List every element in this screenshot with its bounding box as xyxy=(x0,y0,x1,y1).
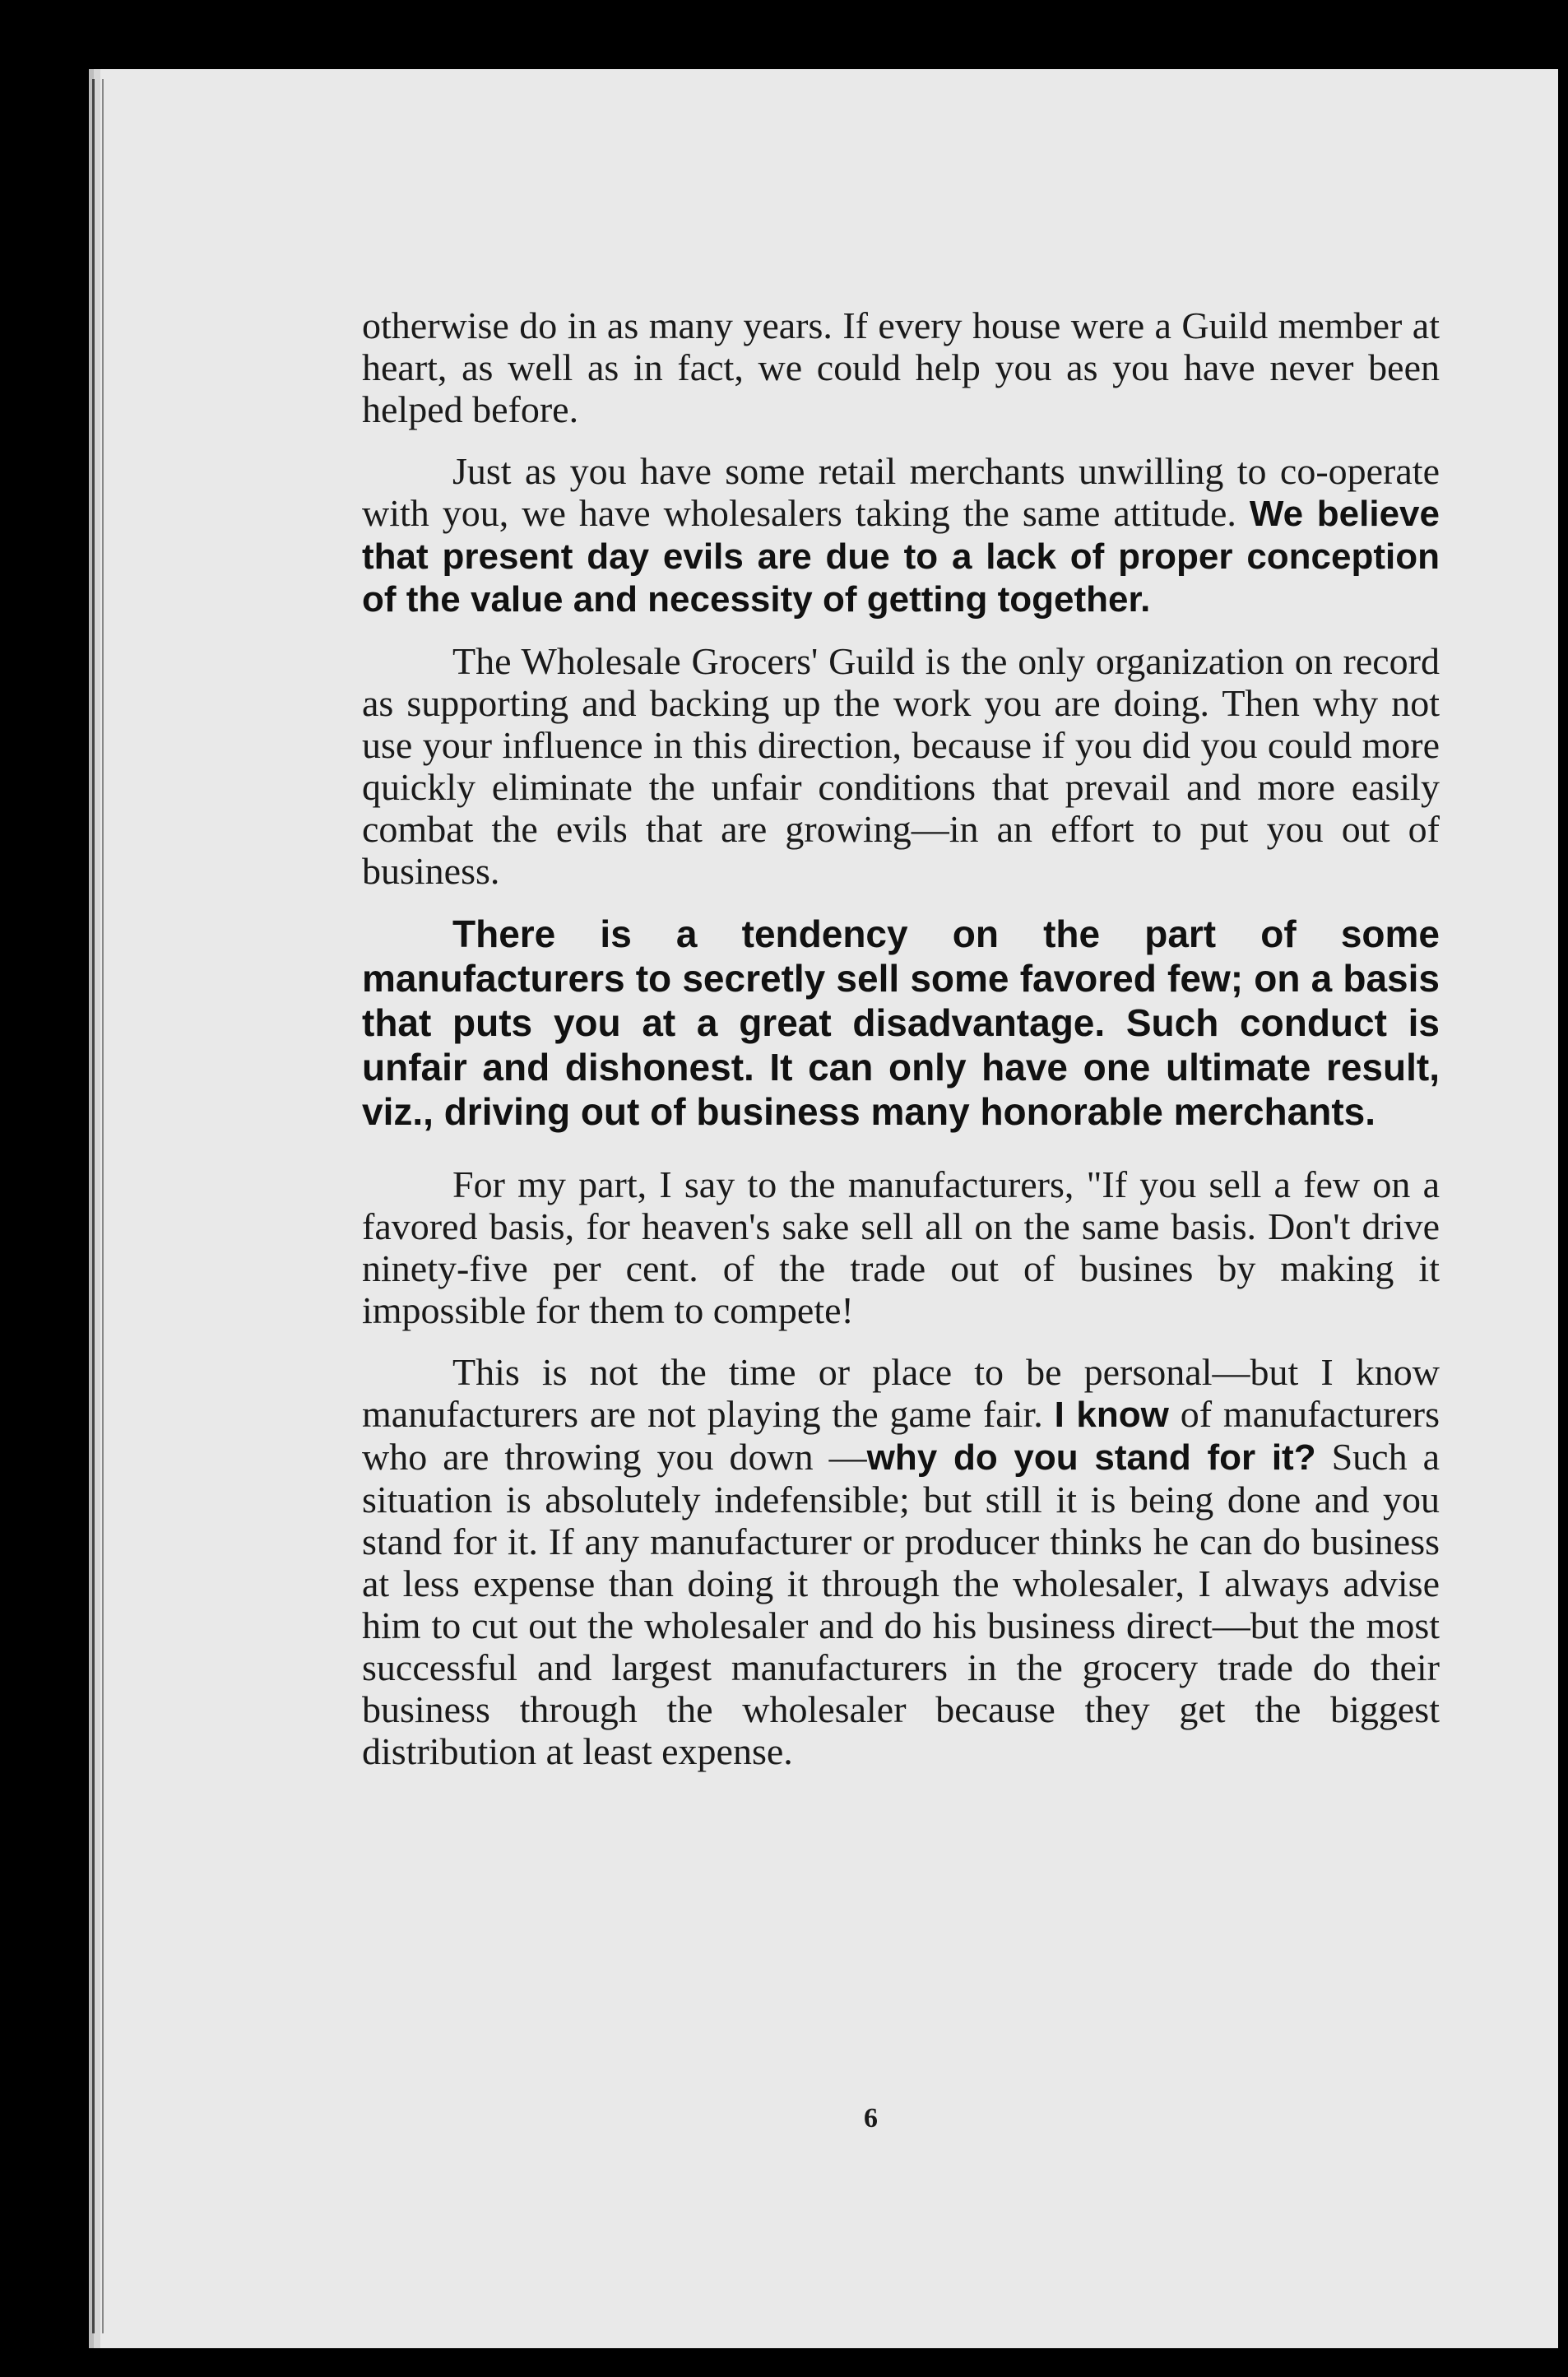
paragraph-6-bold-a: I know xyxy=(1054,1395,1169,1435)
paragraph-5 xyxy=(362,1163,1440,1331)
page-edge-line xyxy=(92,79,95,2333)
body-text xyxy=(362,304,1440,1792)
paragraph-4-text: There is a tendency on the part of some manufacturers to secretly sell some favored few; on a basis that puts you at a great disadvantage. Such conduct is unfair and dishonest. It can only have one ultimate result, viz., driving out of business many honorable merchants. xyxy=(362,912,1440,1133)
paragraph-4-bold xyxy=(362,912,1440,1134)
paragraph-3 xyxy=(362,640,1440,892)
paragraph-6-text-a: This is not the time or place to be personal—but I know manufacturers are not playing the game fair. xyxy=(362,1351,1440,1435)
paragraph-6-bold-b: why do you stand for it? xyxy=(866,1437,1316,1478)
paragraph-2-bold-text: We believe that present day evils are due to a lack of proper conception of the value and necessity of getting together. xyxy=(362,494,1440,620)
paragraph-1 xyxy=(362,304,1440,430)
paragraph-1-text: otherwise do in as many years. If every house were a Guild member at heart, as well as in fact, we could help you as you have never been helped before. xyxy=(362,304,1440,430)
paragraph-2 xyxy=(362,450,1440,620)
paragraph-6-text-b: of manufacturers who are throwing you down — xyxy=(362,1393,1440,1478)
paragraph-5-text: For my part, I say to the manufacturers, "If you sell a few on a favored basis, for heaven's sake sell all on the same basis. Don't drive ninety-five per cent. of the trade out of busines by making it impossible for them to compete! xyxy=(362,1163,1440,1331)
paragraph-2-text: Just as you have some retail merchants unwilling to co-operate with you, we have wholesalers taking the same attitude. xyxy=(362,450,1440,534)
page-number: 6 xyxy=(864,2103,878,2133)
paragraph-3-text: The Wholesale Grocers' Guild is the only organization on record as supporting and backing up the work you are doing. Then why not use your influence in this direction, because if you did you could more quickly eliminate the unfair conditions that prevail and more easily combat the evils that are growing—in an effort to put you out of business. xyxy=(362,640,1440,892)
page-edge-line-inner xyxy=(102,79,104,2333)
paragraph-6 xyxy=(362,1351,1440,1772)
paragraph-6-text-c: Such a situation is absolutely indefensible; but still it is being done and you stand for it. If any manufacturer or producer thinks he can do business at less expense than doing it through the wholesaler, I always advise him to cut out the wholesaler and do his business direct—but the most successful and largest manufacturers in the grocery trade do their business through the wholesaler because they get the biggest distribution at least expense. xyxy=(362,1436,1440,1772)
